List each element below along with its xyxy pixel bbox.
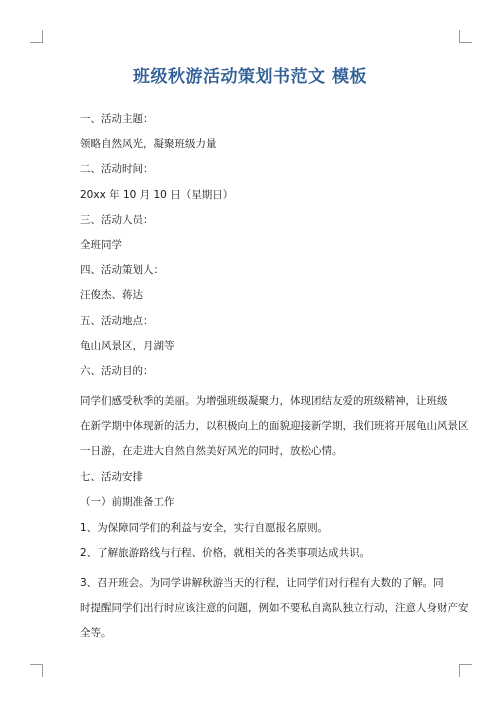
purpose-line: 一日游，在走进大自然自然美好风光的同时，放松心情。 bbox=[80, 445, 343, 458]
heading-participants: 三、活动人员： bbox=[80, 213, 154, 226]
meeting-line: 3、召开班会。为同学讲解秋游当天的行程，让同学们对行程有大数的了解。同 bbox=[80, 576, 444, 589]
document-body bbox=[80, 112, 469, 652]
page-corner-mark-bottom-left bbox=[30, 664, 43, 677]
page-corner-mark-top-right bbox=[459, 30, 472, 43]
preparation-item-1: 1、为保障同学们的利益与安全，实行自愿报名原则。 bbox=[80, 521, 329, 534]
page-corner-mark-bottom-right bbox=[459, 664, 472, 677]
purpose-paragraph bbox=[80, 389, 469, 465]
meeting-line: 全等。 bbox=[80, 627, 112, 640]
heading-planners: 四、活动策划人： bbox=[80, 264, 164, 277]
participants-text: 全班同学 bbox=[80, 238, 122, 251]
heading-activity-time: 二、活动时间： bbox=[80, 163, 154, 176]
preparation-item-2: 2、了解旅游路线与行程、价格，就相关的各类事项达成共识。 bbox=[80, 546, 371, 559]
location-text: 龟山风景区，月湖等 bbox=[80, 339, 175, 352]
meeting-paragraph bbox=[80, 571, 469, 647]
planners-text: 汪俊杰、蒋达 bbox=[80, 289, 143, 302]
purpose-line: 在新学期中体现新的活力，以积极向上的面貌迎接新学期，我们班将开展龟山风景区 bbox=[80, 420, 469, 433]
heading-arrangement: 七、活动安排 bbox=[80, 471, 143, 484]
activity-time-text: 20xx 年 10 月 10 日（星期日） bbox=[80, 188, 234, 201]
subheading-preparation: （一）前期准备工作 bbox=[80, 496, 175, 509]
activity-theme-text: 领略自然风光，凝聚班级力量 bbox=[80, 138, 217, 151]
heading-purpose: 六、活动目的： bbox=[80, 364, 154, 377]
purpose-line: 同学们感受秋季的美丽。为增强班级凝聚力，体现团结友爱的班级精神，让班级 bbox=[80, 395, 448, 408]
document-title: 班级秋游活动策划书范文 模板 bbox=[133, 67, 367, 87]
page-corner-mark-top-left bbox=[30, 30, 43, 43]
heading-activity-theme: 一、活动主题： bbox=[80, 113, 154, 125]
meeting-line: 时提醒同学们出行时应该注意的问题，例如不要私自离队独立行动，注意人身财产安 bbox=[80, 602, 469, 615]
heading-location: 五、活动地点： bbox=[80, 314, 154, 327]
